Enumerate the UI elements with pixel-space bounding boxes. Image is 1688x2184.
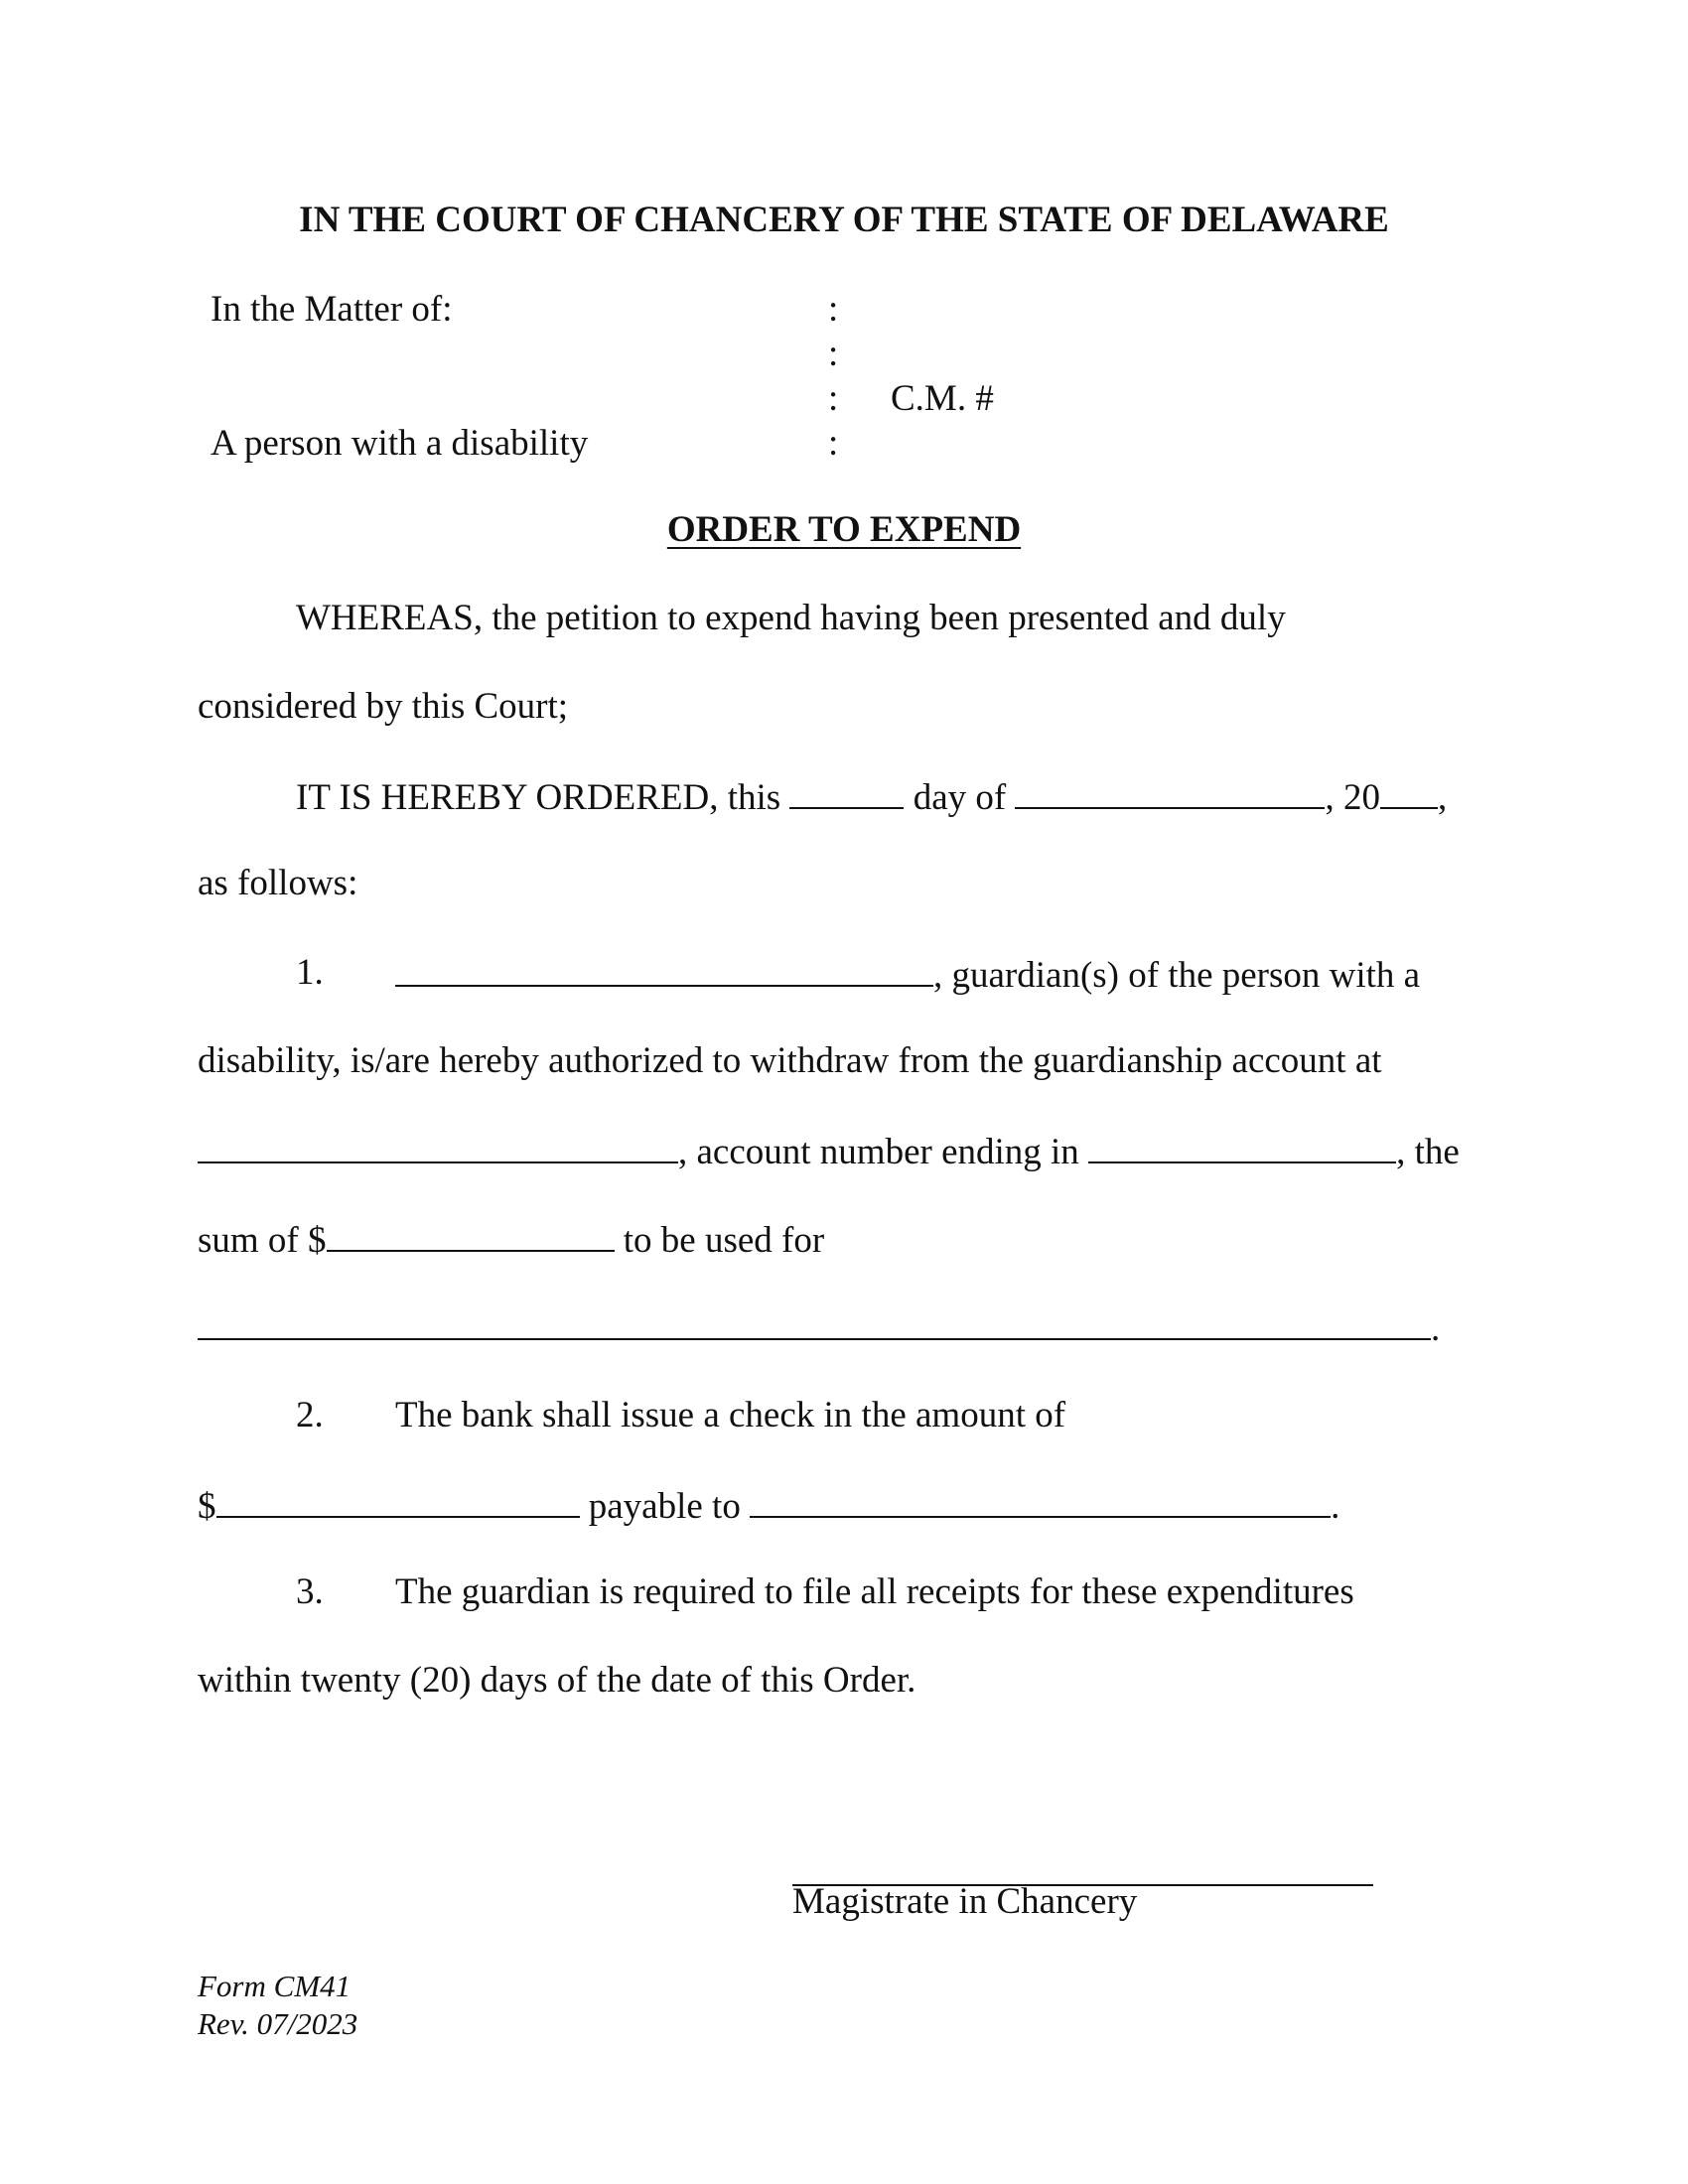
item-3-number: 3. [296, 1571, 324, 1612]
caption-colon: : [828, 378, 839, 419]
matter-label: In the Matter of: [211, 289, 453, 330]
caption-colon: : [828, 289, 839, 330]
signature-label: Magistrate in Chancery [792, 1881, 1138, 1922]
account-number-blank[interactable] [1088, 1128, 1396, 1163]
item-1-line-2: disability, is/are hereby authorized to withdraw from the guardianship account at [198, 1040, 1382, 1081]
payee-blank[interactable] [750, 1482, 1331, 1518]
account-end: , the [1396, 1132, 1460, 1172]
item-1-line-1 [395, 951, 1420, 998]
whereas-line-2: considered by this Court; [198, 686, 569, 727]
as-follows: as follows: [198, 863, 358, 903]
item-2-line-2 [198, 1482, 1339, 1529]
item-1-line-4 [198, 1216, 824, 1263]
item-1-line-5 [198, 1304, 1440, 1351]
day-of-label: day of [913, 777, 1007, 818]
check-dollar: $ [198, 1486, 216, 1527]
disability-label: A person with a disability [211, 423, 589, 464]
sum-prefix: sum of $ [198, 1220, 327, 1261]
item-2-number: 2. [296, 1395, 324, 1435]
purpose-period: . [1431, 1308, 1441, 1349]
item-1-number: 1. [296, 952, 324, 993]
payee-period: . [1331, 1486, 1340, 1527]
purpose-blank[interactable] [198, 1304, 1431, 1340]
item-1-line-3 [198, 1128, 1460, 1174]
sum-suffix: to be used for [623, 1220, 825, 1261]
day-blank[interactable] [789, 773, 904, 809]
guardian-suffix: , guardian(s) of the person with a [933, 955, 1421, 996]
guardian-name-blank[interactable] [395, 951, 933, 987]
year-prefix: , 20 [1325, 777, 1380, 818]
caption-colon: : [828, 334, 839, 374]
item-3-text: The guardian is required to file all receipts for these expenditures [395, 1571, 1354, 1612]
case-number-label: C.M. # [891, 378, 994, 419]
form-revision: Rev. 07/2023 [198, 2006, 358, 2041]
item-2-text: The bank shall issue a check in the amount of [395, 1395, 1066, 1435]
whereas-line-1: WHEREAS, the petition to expend having been presented and duly [296, 598, 1286, 638]
court-title: IN THE COURT OF CHANCERY OF THE STATE OF DELAWARE [299, 200, 1389, 240]
bank-name-blank[interactable] [198, 1128, 678, 1163]
account-mid: , account number ending in [678, 1132, 1079, 1172]
payable-to-label: payable to [588, 1486, 741, 1527]
order-title: ORDER TO EXPEND [666, 509, 1022, 550]
caption-colon: : [828, 423, 839, 464]
month-blank[interactable] [1015, 773, 1325, 809]
item-3-line-2: within twenty (20) days of the date of this Order. [198, 1660, 916, 1701]
ordered-comma: , [1437, 777, 1448, 818]
form-number: Form CM41 [198, 1969, 352, 2003]
ordered-line [296, 773, 1447, 820]
sum-amount-blank[interactable] [327, 1216, 615, 1252]
ordered-prefix: IT IS HEREBY ORDERED, this [296, 777, 781, 818]
year-blank[interactable] [1380, 773, 1438, 809]
check-amount-blank[interactable] [216, 1482, 580, 1518]
